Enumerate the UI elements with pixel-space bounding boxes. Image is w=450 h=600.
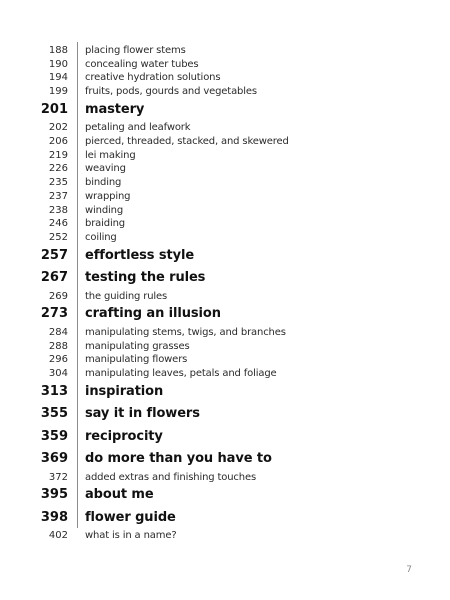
toc-entry-title: added extras and finishing touches <box>85 471 257 483</box>
page-number: 7 <box>406 565 412 575</box>
toc-entry-title: the guiding rules <box>85 290 168 302</box>
toc-page-number: 219 <box>48 149 68 161</box>
toc-entry-title: inspiration <box>85 383 164 399</box>
toc-entry-title: effortless style <box>85 247 195 263</box>
toc-entry-title: about me <box>85 487 154 503</box>
toc-entry-title: crafting an illusion <box>85 306 221 322</box>
toc-divider-line <box>77 42 78 528</box>
toc-page-number: 296 <box>48 354 68 366</box>
toc-entry-title: fruits, pods, gourds and vegetables <box>85 86 257 98</box>
toc-entry-title: concealing water tubes <box>85 58 199 70</box>
toc-page-number: 313 <box>40 383 68 399</box>
toc-page-number: 194 <box>48 72 68 84</box>
toc-page-number: 284 <box>48 326 68 338</box>
toc-page-number: 190 <box>48 58 68 70</box>
toc-entry-title: flower guide <box>85 509 176 525</box>
toc-page-number: 199 <box>48 86 68 98</box>
toc-entry-title: weaving <box>85 163 126 175</box>
toc-page-number: 395 <box>40 487 68 503</box>
toc-page-number: 202 <box>48 122 68 134</box>
toc-page-number: 246 <box>48 218 68 230</box>
toc-entry-title: creative hydration solutions <box>85 72 221 84</box>
toc-entry-title: coiling <box>85 231 117 243</box>
toc-page-number: 267 <box>40 270 68 286</box>
toc-page-number: 252 <box>48 231 68 243</box>
toc-page-number: 359 <box>40 428 68 444</box>
toc-page-number: 235 <box>48 177 68 189</box>
toc-page-number: 398 <box>40 509 68 525</box>
toc-page-number: 237 <box>48 190 68 202</box>
toc-entry-title: manipulating flowers <box>85 354 188 366</box>
toc-page-number: 304 <box>48 367 68 379</box>
toc-entry-title: petaling and leafwork <box>85 122 191 134</box>
toc-page-number: 188 <box>48 45 68 56</box>
toc-entry-title: placing flower stems <box>85 45 186 56</box>
toc-entry-title: pierced, threaded, stacked, and skewered <box>85 136 289 147</box>
toc-page-number: 238 <box>48 204 68 216</box>
toc-page-number: 355 <box>40 406 68 422</box>
toc-entry-title: winding <box>85 204 124 216</box>
toc-page-number: 372 <box>48 471 68 483</box>
toc-entry-title: manipulating stems, twigs, and branches <box>85 326 286 338</box>
toc-entry-title: braiding <box>85 218 125 230</box>
toc-entry-title: binding <box>85 177 122 189</box>
toc-entry-title: say it in flowers <box>85 406 200 422</box>
toc-entry-title: manipulating leaves, petals and foliage <box>85 367 277 379</box>
toc-entry-title: what is in a name? <box>85 530 177 542</box>
toc-entry-title: manipulating grasses <box>85 340 190 352</box>
toc-page-number: 226 <box>48 163 68 175</box>
toc-page-number: 288 <box>48 340 68 352</box>
toc-entry-title: do more than you have to <box>85 451 272 467</box>
toc-entry-title: wrapping <box>85 190 131 202</box>
toc-page-number: 257 <box>40 247 68 263</box>
toc-page-number: 273 <box>40 306 68 322</box>
toc-entry-title: lei making <box>85 149 136 161</box>
toc-page-number: 201 <box>40 101 68 117</box>
toc-page-number: 206 <box>48 136 68 147</box>
toc-entry-title: mastery <box>85 101 145 117</box>
toc-page-number: 269 <box>48 290 68 302</box>
toc-entry-title: testing the rules <box>85 270 206 286</box>
toc-entry-title: reciprocity <box>85 428 163 444</box>
toc-page-number: 369 <box>40 451 68 467</box>
toc-page-number: 402 <box>48 530 68 542</box>
